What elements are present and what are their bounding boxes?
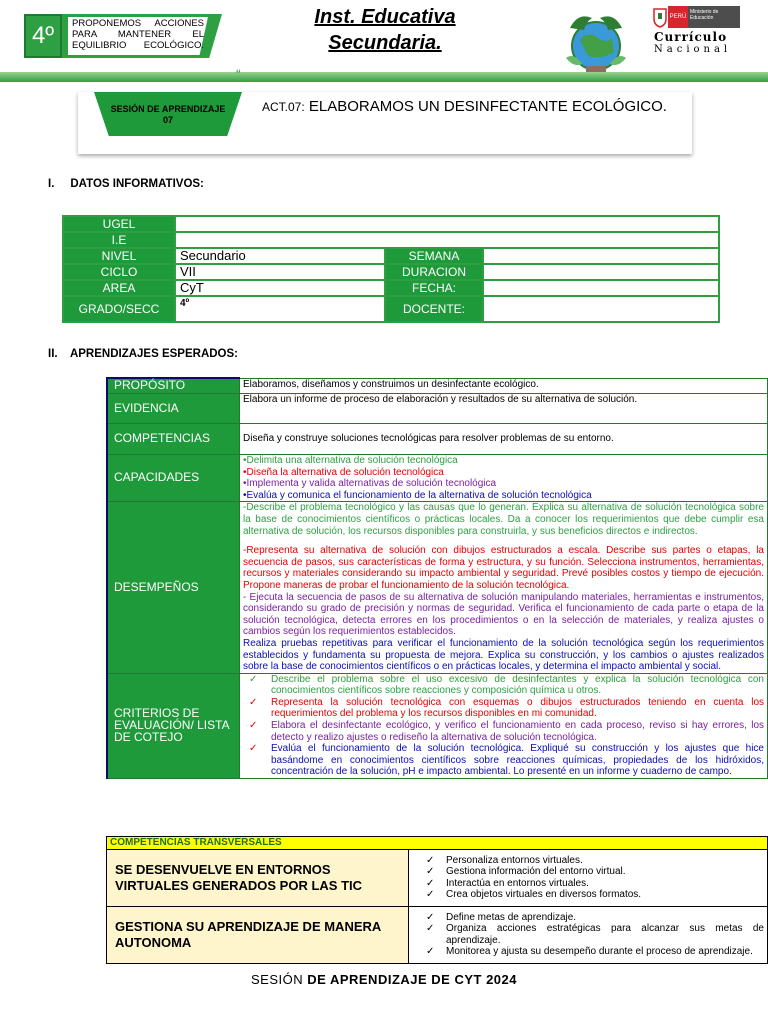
criterio-item: ✓ Elabora el desinfectante ecológico, y verifico el funcionamiento en cada proceso, reviso si hay errores, los detecto y realizo ajustes o rediseño la alternativa de solución tecnológica. [249, 720, 764, 743]
check-icon: ✓ [426, 854, 435, 866]
ministry-badge [652, 6, 740, 28]
transversal-heading: COMPETENCIAS TRANSVERSALES [107, 837, 768, 850]
table-row [107, 394, 768, 424]
ministry-name: Ministerio de Educación [688, 6, 740, 28]
capacidad-item: •Delimita una alternativa de solución tecnológica [243, 455, 458, 466]
datos-informativos-table [62, 215, 720, 323]
row-label2: SEMANA [385, 248, 483, 264]
table-row [63, 232, 719, 248]
list-item: ✓ Organiza acciones estratégicas para alcanzar sus metas de aprendizaje. [426, 923, 764, 946]
list-item: ✓ Define metas de aprendizaje. [426, 911, 577, 923]
competencias-transversales-table [106, 836, 768, 964]
check-icon: ✓ [426, 889, 435, 900]
table-row [107, 673, 768, 778]
table-row [107, 424, 768, 455]
school-title [270, 4, 500, 56]
criterio-item: ✓ Evalúa el funcionamiento de la solución tecnológica. Expliqué su construcción y los ajustes que hice basándome en conocimientos científicos sobre reacciones químicas, propiedades de los hidróxidos, concentración de la solución, pH e impacto ambiental. Lo presenté en un informe y cuaderno de campo. [249, 743, 764, 778]
table-row [107, 906, 768, 963]
table-row [107, 455, 768, 502]
list-item: ✓ Crea objetos virtuales en diversos formatos. [426, 889, 642, 900]
aprendizajes-table [106, 377, 768, 779]
footer-title: DE APRENDIZAJE DE CYT 2024 [307, 972, 517, 987]
row-value2 [483, 264, 719, 280]
row-label: AREA [63, 280, 175, 296]
grade-badge: 4º [24, 14, 62, 58]
desempeno-item: Realiza pruebas repetitivas para verificar el funcionamiento de la solución tecnológica según los requerimientos establecidos y fundamenta su propuesta de mejora. Explica su construcción, y los cambios o ajustes realizados sobre la base de conocimientos científicos o en prácticas locales, y determina el impacto ambiental y social. [243, 637, 764, 673]
check-icon: ✓ [426, 911, 435, 923]
page-footer [0, 972, 768, 987]
competencias-value: Diseña y construye soluciones tecnológicas para resolver problemas de su entorno. [240, 424, 768, 455]
activity-title [262, 98, 692, 116]
row-value: Secundario [175, 248, 385, 264]
row-label: I.E [63, 232, 175, 248]
proposito-label: PROPÓSITO [107, 378, 240, 394]
check-icon: ✓ [426, 946, 435, 957]
school-title-line1: Inst. Educativa [314, 6, 456, 28]
desempeno-item: - Ejecuta la secuencia de pasos de su alternativa de solución manipulando materiales, herramientas e instrumentos, considerando su grado de precisión y normas de seguridad. Verifica el funcionamiento de cada parte o etapa de la solución tecnológica, detecta errores en los procedimientos o en la selección de materiales, y realiza ajustes o cambios según los requerimientos establecidos. [243, 591, 764, 638]
criterio-item: ✓ Describe el problema sobre el uso excesivo de desinfectantes y explica la solución tecnológica con conocimientos científicos sobre reacciones y composición química u otros. [249, 673, 764, 697]
section-aprendizajes-heading: II. APRENDIZAJES ESPERADOS: [48, 348, 238, 360]
table-row [107, 378, 768, 394]
row-value2 [483, 296, 719, 322]
check-icon: ✓ [426, 866, 435, 877]
transversal-comp-tic-items [409, 849, 768, 906]
decorative-quote-icon: “ [236, 66, 241, 82]
curriculo-label: Currículo [654, 30, 728, 44]
check-icon: ✓ [426, 877, 435, 889]
list-item: ✓ Interactúa en entornos virtuales. [426, 877, 589, 889]
table-row [107, 837, 768, 850]
desempeno-item: -Representa su alternativa de solución con dibujos estructurados a escala. Describe sus partes o etapas, la secuencia de pasos, sus características de forma y estructura, y su función. Selecciona instrumentos, herramientas, recursos y materiales considerando su impacto ambiental y seguridad. Prevé posibles costos y tiempo de ejecución. Propone maneras de probar el funcionamiento de la solución tecnológica. [243, 545, 764, 591]
criterio-item: ✓ Representa la solución tecnológica con esquemas o dibujos estructurados teniendo en cuenta los requerimientos del problema y los recursos disponibles en mi comunidad. [249, 696, 764, 720]
check-icon: ✓ [249, 720, 258, 732]
list-item: ✓ Monitorea y ajusta su desempeño durante el proceso de aprendizaje. [426, 946, 753, 957]
check-icon: ✓ [249, 696, 258, 708]
capacidades-label: CAPACIDADES [107, 455, 240, 502]
peru-shield-icon [652, 6, 668, 28]
list-item: ✓ Gestiona información del entorno virtual. [426, 866, 626, 877]
desempenos-list [240, 502, 768, 673]
row-value2 [483, 248, 719, 264]
row-value [175, 232, 719, 248]
table-row [63, 264, 719, 280]
row-value: VII [175, 264, 385, 280]
criterios-label: CRITERIOS DE EVALUACIÓN/ LISTA DE COTEJO [107, 673, 240, 778]
activity-name: ELABORAMOS UN DESINFECTANTE ECOLÓGICO. [308, 98, 667, 115]
footer-prefix: SESIÓN [251, 972, 304, 987]
desempeno-item: -Describe el problema tecnológico y las causas que lo generan. Explica su alternativa de solución tecnológica sobre la base de conocimientos científicos o prácticas locales. Da a conocer los requerimientos que debe cumplir esa alternativa de solución, los recursos disponibles para construirla, y sus beneficios directos e indirectos. [243, 502, 764, 537]
transversal-comp-tic: SE DESENVUELVE EN ENTORNOS VIRTUALES GENERADOS POR LAS TIC [107, 849, 409, 906]
row-label: UGEL [63, 216, 175, 232]
capacidad-item: •Evalúa y comunica el funcionamiento de la alternativa de solución tecnológica [243, 489, 592, 501]
row-value [175, 216, 719, 232]
check-icon: ✓ [249, 743, 258, 755]
table-row [63, 248, 719, 264]
desempenos-label: DESEMPEÑOS [107, 502, 240, 673]
row-value: 4º [175, 296, 385, 322]
header-green-band [0, 72, 768, 82]
transversal-comp-autonoma: GESTIONA SU APRENDIZAJE DE MANERA AUTONOMA [107, 906, 409, 963]
activity-code: ACT.07: [262, 100, 305, 114]
capacidad-item: •Diseña la alternativa de solución tecnológica [243, 466, 444, 478]
row-value2 [483, 280, 719, 296]
ministry-country: PERÚ [668, 6, 688, 28]
evidencia-label: EVIDENCIA [107, 394, 240, 424]
row-label: NIVEL [63, 248, 175, 264]
row-label2: DURACION [385, 264, 483, 280]
transversal-comp-autonoma-items [409, 906, 768, 963]
session-tag-text: SESIÓN DE APRENDIZAJE 07 [110, 104, 226, 125]
criterios-list [240, 673, 768, 778]
row-label2: FECHA: [385, 280, 483, 296]
list-item: ✓ Personaliza entornos virtuales. [426, 854, 583, 866]
competencias-label: COMPETENCIAS [107, 424, 240, 455]
eco-globe-logo [556, 8, 636, 78]
table-row [107, 849, 768, 906]
table-row [63, 296, 719, 322]
table-row [63, 280, 719, 296]
proposito-value: Elaboramos, diseñamos y construimos un desinfectante ecológico. [240, 378, 768, 394]
school-title-line2: Secundaria. [328, 32, 442, 54]
evidencia-value: Elabora un informe de proceso de elaboración y resultados de su alternativa de solución. [240, 394, 768, 424]
slogan-text: PROPONEMOS ACCIONES PARA MANTENER EL EQUILIBRIO ECOLÓGICO. [72, 18, 204, 51]
capacidades-list [240, 455, 768, 502]
row-value: CyT [175, 280, 385, 296]
table-row [63, 216, 719, 232]
row-label2: DOCENTE: [385, 296, 483, 322]
nacional-label: Nacional [654, 44, 732, 55]
check-icon: ✓ [249, 673, 258, 685]
check-icon: ✓ [426, 923, 435, 934]
table-row [107, 502, 768, 673]
capacidad-item: •Implementa y valida alternativas de solución tecnológica [243, 478, 497, 490]
row-label: GRADO/SECC [63, 296, 175, 322]
row-label: CICLO [63, 264, 175, 280]
section-datos-heading: I. DATOS INFORMATIVOS: [48, 178, 204, 190]
